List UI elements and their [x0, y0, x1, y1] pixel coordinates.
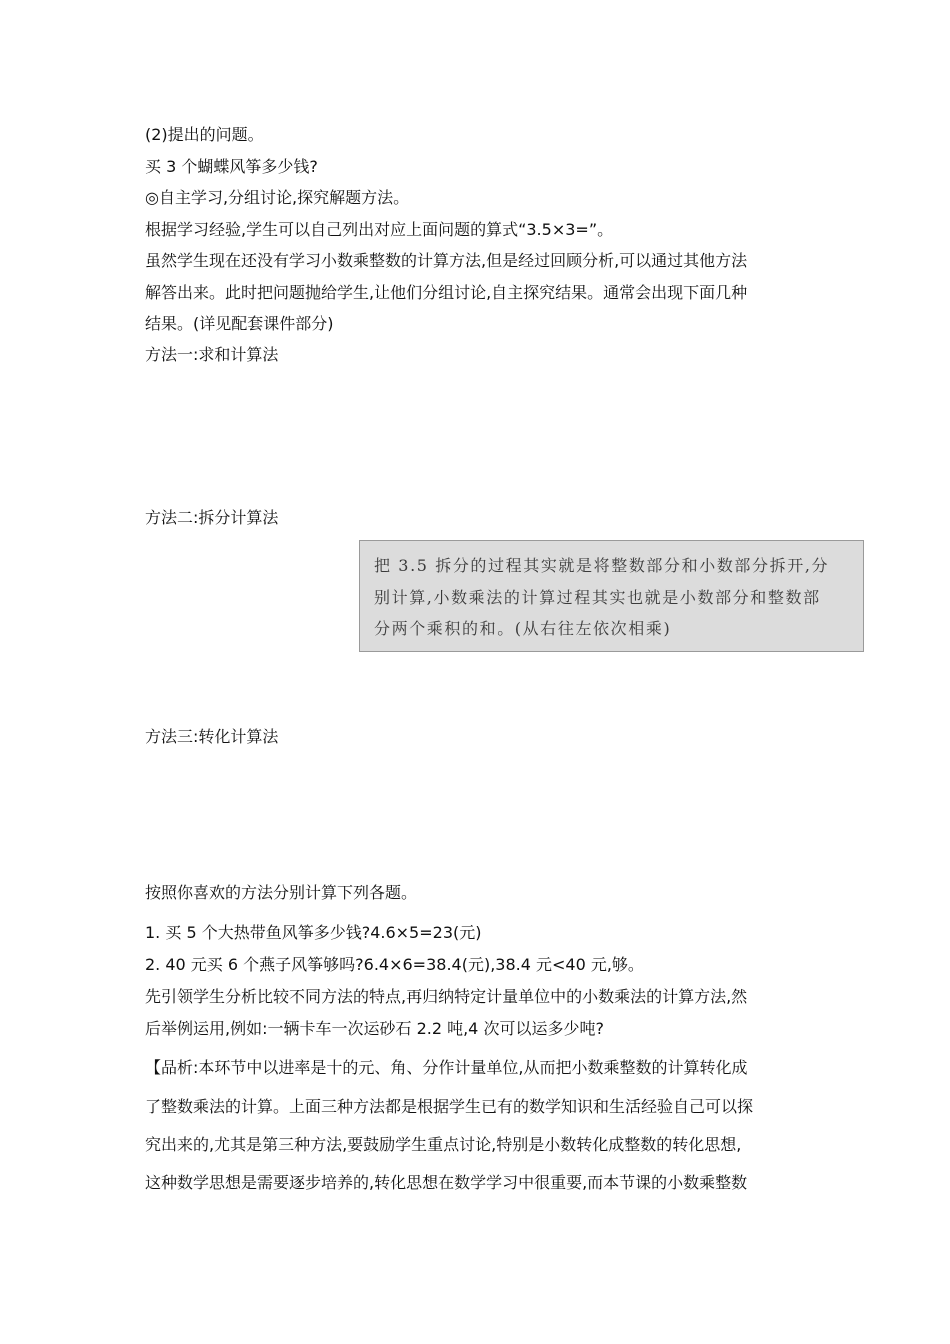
- callout-line-2: 别计算,小数乘法的计算过程其实也就是小数部分和整数部: [374, 587, 821, 607]
- analysis-line-2: 了整数乘法的计算。上面三种方法都是根据学生已有的数学知识和生活经验自己可以探: [145, 1097, 754, 1116]
- analysis-line-3: 究出来的,尤其是第三种方法,要鼓励学生重点讨论,特别是小数转化成整数的转化思想,: [145, 1135, 742, 1154]
- callout-line-3: 分两个乘积的和。(从右往左依次相乘): [374, 619, 672, 638]
- analysis-line-4: 这种数学思想是需要逐步培养的,转化思想在数学学习中很重要,而本节课的小数乘整数: [145, 1173, 748, 1192]
- exercise-item-1: 1. 买 5 个大热带鱼风筝多少钱?4.6×5=23(元): [145, 923, 482, 942]
- text-paragraph-line-1: 虽然学生现在还没有学习小数乘整数的计算方法,但是经过回顾分析,可以通过其他方法: [145, 251, 748, 270]
- text-summary-line-1: 先引领学生分析比较不同方法的特点,再归纳特定计量单位中的小数乘法的计算方法,然: [145, 987, 748, 1006]
- exercise-item-2: 2. 40 元买 6 个燕子风筝够吗?6.4×6=38.4(元),38.4 元<40 元,够。: [145, 955, 644, 974]
- method-two-callout: [359, 540, 864, 652]
- text-paragraph-line-2: 解答出来。此时把问题抛给学生,让他们分组讨论,自主探究结果。通常会出现下面几种: [145, 283, 748, 302]
- text-paragraph-line-3: 结果。(详见配套课件部分): [145, 314, 334, 333]
- callout-line-1: 把 3.5 拆分的过程其实就是将整数部分和小数部分拆开,分: [374, 556, 830, 575]
- method-three-heading: 方法三:转化计算法: [145, 727, 279, 746]
- text-line-self-study: ◎自主学习,分组讨论,探究解题方法。: [145, 188, 410, 207]
- text-line-question: 买 3 个蝴蝶风筝多少钱?: [145, 157, 318, 176]
- method-one-heading: 方法一:求和计算法: [145, 345, 279, 364]
- text-line-problem-heading: (2)提出的问题。: [145, 125, 264, 144]
- analysis-line-1: 【品析:本环节中以进率是十的元、角、分作计量单位,从而把小数乘整数的计算转化成: [145, 1058, 748, 1077]
- method-two-heading: 方法二:拆分计算法: [145, 508, 279, 527]
- text-line-formula-intro: 根据学习经验,学生可以自己列出对应上面问题的算式“3.5×3=”。: [145, 220, 614, 239]
- text-summary-line-2: 后举例运用,例如:一辆卡车一次运砂石 2.2 吨,4 次可以运多少吨?: [145, 1019, 604, 1038]
- exercise-intro: 按照你喜欢的方法分别计算下列各题。: [145, 883, 418, 902]
